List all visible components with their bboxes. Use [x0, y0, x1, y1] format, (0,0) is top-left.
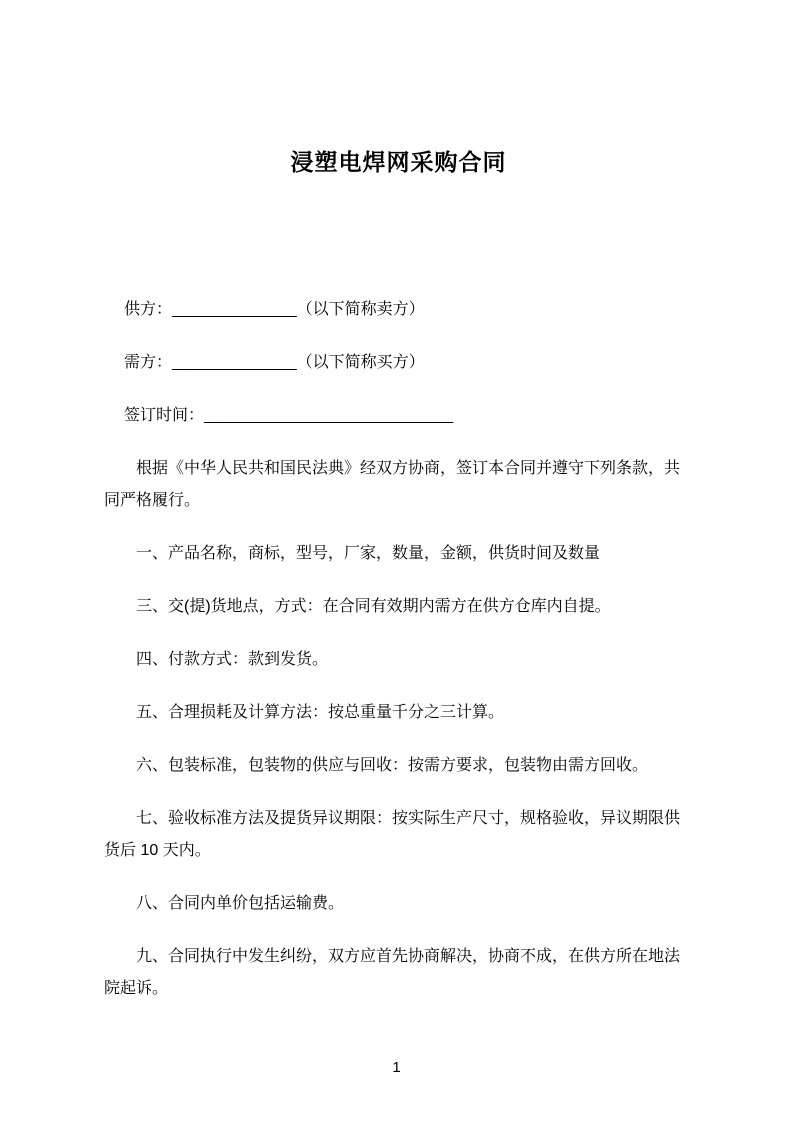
- buyer-line: [104, 347, 693, 379]
- sign-date-line: [104, 400, 693, 432]
- buyer-blank: ______________: [172, 354, 297, 371]
- sign-date-blank: ____________________________: [204, 407, 454, 424]
- clause-packaging: 六、包装标准，包装物的供应与回收：按需方要求，包装物由需方回收。: [136, 757, 649, 774]
- clause-freight: 八、合同内单价包括运输费。: [136, 895, 345, 912]
- sign-date-label: 签订时间：: [124, 407, 205, 424]
- clause-products: 一、产品名称，商标，型号，厂家，数量，金额，供货时间及数量: [136, 545, 601, 562]
- page-number: 1: [392, 1059, 401, 1076]
- paragraph-basis: 根据《中华人民共和国民法典》经双方协商，签订本合同并遵守下列条款，共同严格履行。: [104, 460, 681, 509]
- buyer-alias: （以下简称买方）: [296, 354, 425, 371]
- clause-loss-calculation: 五、合理损耗及计算方法：按总重量千分之三计算。: [136, 704, 505, 721]
- supplier-alias: （以下简称卖方）: [296, 301, 425, 318]
- buyer-label: 需方：: [124, 354, 173, 371]
- supplier-line: [104, 294, 693, 326]
- supplier-blank: ______________: [172, 301, 297, 318]
- supplier-label: 供方：: [124, 301, 173, 318]
- clause-dispute: 九、合同执行中发生纠纷，双方应首先协商解决，协商不成，在供方所在地法院起诉。: [104, 948, 681, 997]
- clause-delivery: 三、交(提)货地点，方式：在合同有效期内需方在供方仓库内自提。: [136, 598, 611, 615]
- clause-payment: 四、付款方式：款到发货。: [136, 651, 329, 668]
- clause-acceptance: 七、验收标准方法及提货异议期限：按实际生产尺寸，规格验收，异议期限供货后 10 天内。: [104, 810, 681, 859]
- document-title: 浸塑电焊网采购合同: [290, 149, 507, 175]
